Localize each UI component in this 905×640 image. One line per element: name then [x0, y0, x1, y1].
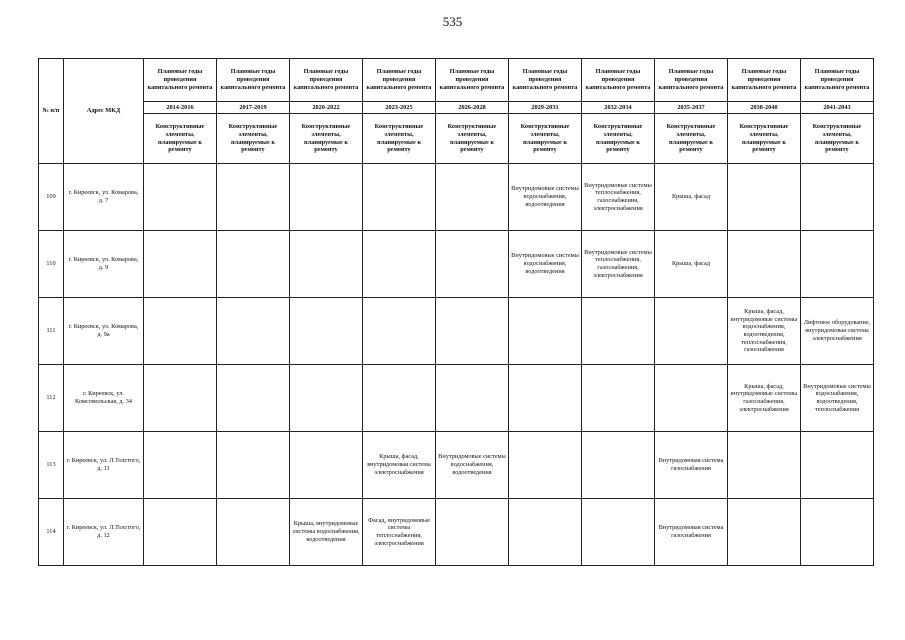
row-cell	[217, 231, 290, 298]
row-cell: Лифтовое оборудование, внутридомовая система электроснабжения	[801, 298, 874, 365]
row-cell	[290, 432, 363, 499]
row-cell	[290, 298, 363, 365]
row-cell: Внутридомовые системы теплоснабжения, газоснабжения, электроснабжения	[582, 164, 655, 231]
row-cell	[582, 432, 655, 499]
row-number: 112	[39, 365, 64, 432]
header-period-caption: Плановые годы проведения капитального ремонта	[582, 59, 655, 102]
row-cell	[582, 365, 655, 432]
row-cell	[436, 164, 509, 231]
row-cell	[217, 298, 290, 365]
row-cell	[363, 365, 436, 432]
header-no: № п/п	[39, 59, 64, 164]
row-cell	[728, 499, 801, 566]
row-cell	[582, 298, 655, 365]
row-address: г. Киреевск, ул. Комарова, д. 7	[64, 164, 144, 231]
row-address: г. Киреевск, ул. Комарова, д. 9а	[64, 298, 144, 365]
row-cell	[436, 231, 509, 298]
row-cell	[144, 499, 217, 566]
header-period-caption: Плановые годы проведения капитального ремонта	[728, 59, 801, 102]
row-number: 109	[39, 164, 64, 231]
header-years: 2035-2037	[655, 102, 728, 114]
row-cell: Крыша, внутридомовые системы водоснабжения, водоотведения	[290, 499, 363, 566]
header-period-caption: Плановые годы проведения капитального ремонта	[509, 59, 582, 102]
row-cell: Внутридомовая система газоснабжения	[655, 432, 728, 499]
header-period-caption: Плановые годы проведения капитального ремонта	[436, 59, 509, 102]
header-years: 2014-2016	[144, 102, 217, 114]
row-cell: Внутридомовые системы водоснабжения, водоотведения	[509, 164, 582, 231]
header-elements: Конструктивные элементы, планируемые к ремонту	[509, 114, 582, 164]
row-cell	[363, 298, 436, 365]
row-cell	[655, 298, 728, 365]
header-period-caption: Плановые годы проведения капитального ремонта	[144, 59, 217, 102]
header-period-caption: Плановые годы проведения капитального ремонта	[801, 59, 874, 102]
header-elements: Конструктивные элементы, планируемые к ремонту	[582, 114, 655, 164]
header-years: 2020-2022	[290, 102, 363, 114]
row-cell	[509, 432, 582, 499]
row-cell	[801, 164, 874, 231]
header-row-caption	[39, 59, 874, 102]
header-elements: Конструктивные элементы, планируемые к ремонту	[655, 114, 728, 164]
row-cell: Крыша, фасад	[655, 164, 728, 231]
row-cell	[436, 499, 509, 566]
page-number: 535	[442, 14, 463, 29]
row-cell	[509, 365, 582, 432]
table-row	[39, 499, 874, 566]
row-cell	[436, 365, 509, 432]
row-cell	[217, 365, 290, 432]
row-cell	[144, 298, 217, 365]
row-cell: Внутридомовые системы водоснабжения, водоотведения, теплоснабжения	[801, 365, 874, 432]
row-cell	[363, 231, 436, 298]
row-cell: Крыша, фасад, внутридомовая система электроснабжения	[363, 432, 436, 499]
row-cell: Крыша, фасад, внутридомовые системы газоснабжения, электроснабжения	[728, 365, 801, 432]
row-cell	[801, 432, 874, 499]
row-cell	[217, 432, 290, 499]
table-row	[39, 231, 874, 298]
header-period-caption: Плановые годы проведения капитального ремонта	[363, 59, 436, 102]
header-address: Адрес МКД	[64, 59, 144, 164]
row-cell: Внутридомовые системы водоснабжения, водоотведения	[436, 432, 509, 499]
row-cell	[801, 231, 874, 298]
row-number: 114	[39, 499, 64, 566]
header-years: 2029-2031	[509, 102, 582, 114]
row-cell	[217, 164, 290, 231]
row-address: г. Киреевск, ул. Комарова, д. 9	[64, 231, 144, 298]
row-cell	[655, 365, 728, 432]
header-years: 2041-2043	[801, 102, 874, 114]
header-period-caption: Плановые годы проведения капитального ремонта	[290, 59, 363, 102]
row-number: 111	[39, 298, 64, 365]
row-cell	[728, 164, 801, 231]
row-number: 113	[39, 432, 64, 499]
row-cell: Фасад, внутридомовые системы теплоснабжения, электроснабжения	[363, 499, 436, 566]
header-elements: Конструктивные элементы, планируемые к ремонту	[363, 114, 436, 164]
header-row-elements	[39, 114, 874, 164]
header-years: 2038-2040	[728, 102, 801, 114]
row-address: г. Киреевск, ул. Комсомольская, д. 34	[64, 365, 144, 432]
table-row	[39, 298, 874, 365]
row-cell	[728, 231, 801, 298]
row-cell: Крыша, фасад, внутридомовые системы водоснабжения, водоотведения, теплоснабжения, газоснабжения	[728, 298, 801, 365]
header-elements: Конструктивные элементы, планируемые к ремонту	[801, 114, 874, 164]
header-elements: Конструктивные элементы, планируемые к ремонту	[436, 114, 509, 164]
row-cell: Внутридомовые системы теплоснабжения, газоснабжения, электроснабжения	[582, 231, 655, 298]
header-elements: Конструктивные элементы, планируемые к ремонту	[144, 114, 217, 164]
header-years: 2032-2034	[582, 102, 655, 114]
header-period-caption: Плановые годы проведения капитального ремонта	[217, 59, 290, 102]
row-cell	[582, 499, 655, 566]
row-cell	[144, 432, 217, 499]
row-number: 110	[39, 231, 64, 298]
table-row	[39, 164, 874, 231]
row-cell: Внутридомовая система газоснабжения	[655, 499, 728, 566]
row-cell	[363, 164, 436, 231]
header-elements: Конструктивные элементы, планируемые к ремонту	[290, 114, 363, 164]
row-cell: Крыша, фасад	[655, 231, 728, 298]
row-cell	[217, 499, 290, 566]
row-cell	[801, 499, 874, 566]
header-years: 2026-2028	[436, 102, 509, 114]
row-cell	[436, 298, 509, 365]
row-cell	[144, 365, 217, 432]
table-row	[39, 365, 874, 432]
row-cell	[728, 432, 801, 499]
row-cell	[509, 499, 582, 566]
row-cell	[509, 298, 582, 365]
row-cell	[144, 164, 217, 231]
row-cell	[144, 231, 217, 298]
header-row-years	[39, 102, 874, 114]
header-period-caption: Плановые годы проведения капитального ремонта	[655, 59, 728, 102]
header-years: 2017-2019	[217, 102, 290, 114]
capital-repair-table	[38, 58, 874, 566]
row-cell: Внутридомовые системы водоснабжения, водоотведения	[509, 231, 582, 298]
header-elements: Конструктивные элементы, планируемые к ремонту	[728, 114, 801, 164]
row-address: г. Киреевск, ул. Л.Толстого, д. 12	[64, 499, 144, 566]
header-elements: Конструктивные элементы, планируемые к ремонту	[217, 114, 290, 164]
row-cell	[290, 365, 363, 432]
table-row	[39, 432, 874, 499]
header-years: 2023-2025	[363, 102, 436, 114]
row-cell	[290, 231, 363, 298]
row-cell	[290, 164, 363, 231]
row-address: г. Киреевск, ул. Л.Толстого, д. 11	[64, 432, 144, 499]
